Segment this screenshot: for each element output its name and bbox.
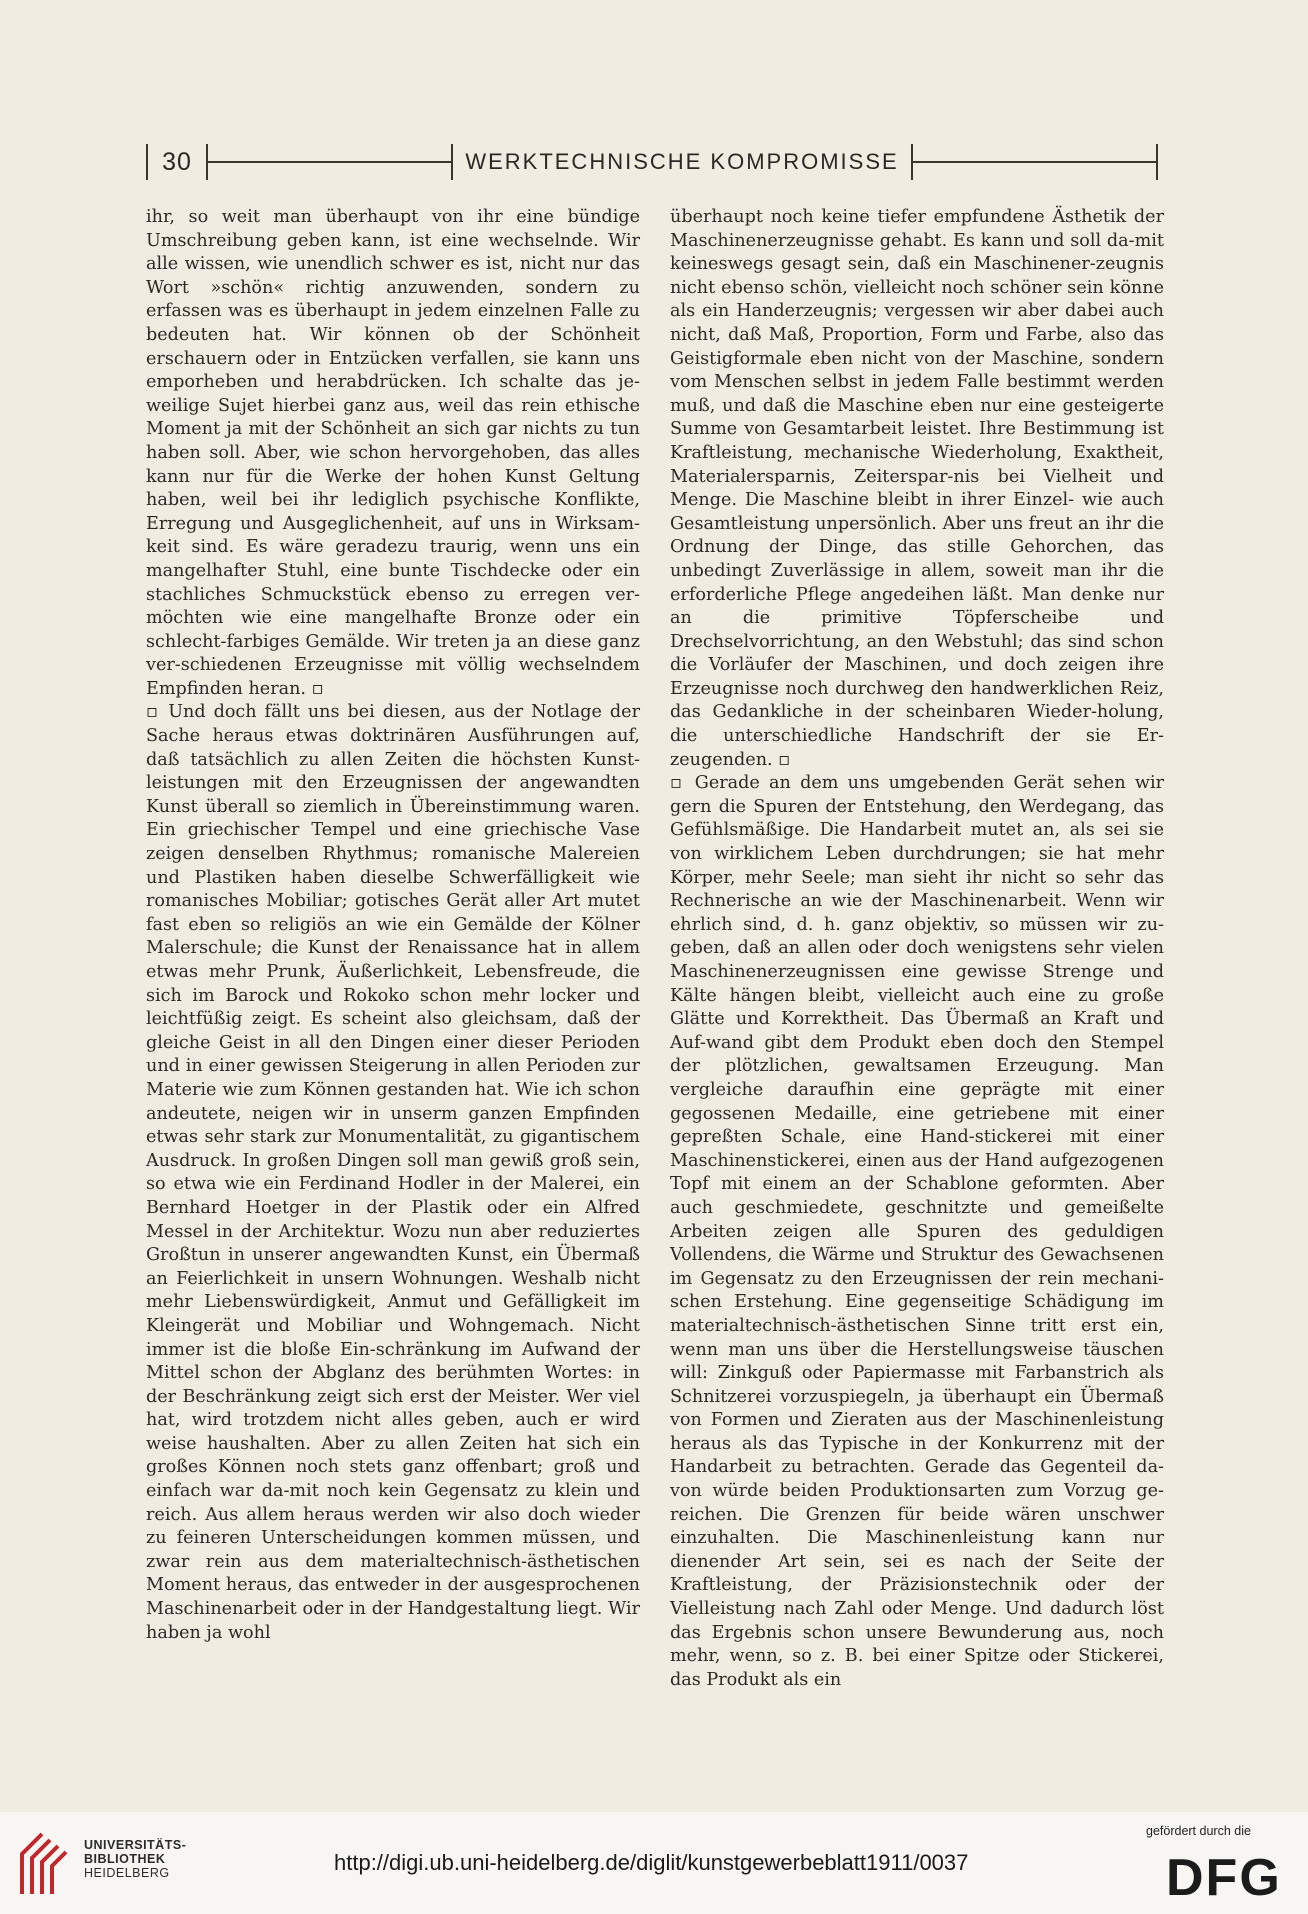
library-name: UNIVERSITÄTS- BIBLIOTHEK HEIDELBERG — [84, 1838, 187, 1880]
running-head — [146, 144, 1158, 180]
paragraph: ▫ Und doch fällt uns bei diesen, aus der Notlage der Sache heraus etwas doktrinären Ausführungen auf, daß tatsächlich zu allen Zeiten die höchsten Kunst-leistungen mit den Erzeugnissen der angewandten Kunst überall so ziemlich in Übereinstimmung waren. Ein griechischer Tempel und eine griechische Vase zeigen denselben Rhythmus; romanische Malereien und Plastiken haben dieselbe Schwerfälligkeit wie romanisches Mobiliar; gotisches Gerät aller Art mutet fast eben so religiös an wie ein Gemälde der Kölner Malerschule; die Kunst der Renaissance hat in allem etwas mehr Prunk, Äußerlichkeit, Lebensfreude, die sich im Barock und Rokoko schon mehr locker und leichtfüßig zeigt. Es scheint also gleichsam, daß der gleiche Geist in all den Dingen einer dieser Perioden und in einer gewissen Steigerung in allen Perioden zur Materie wie zum Können gestanden hat. Wie ich schon andeutete, neigen wir in unserm ganzen Empfinden etwas sehr stark zur Monumentalität, zu gigantischem Ausdruck. In großen Dingen soll man gewiß groß sein, so etwa wie ein Ferdinand Hodler in der Malerei, ein Bernhard Hoetger in der Plastik oder ein Alfred Messel in der Architektur. Wozu nun aber reduziertes Großtun in unserer angewandten Kunst, ein Übermaß an Feierlichkeit in unsern Wohnungen. Weshalb nicht mehr Liebenswürdigkeit, Anmut und Gefälligkeit im Kleingerät und Mobiliar und Wohngemach. Nicht immer ist die bloße Ein-schränkung im Aufwand der Mittel schon der Abglanz des berühmten Wortes: in der Beschränkung zeigt sich erst der Meister. Wer viel hat, wird trotzdem nicht alles geben, auch er wird weise haushalten. Aber zu allen Zeiten hat sich ein großes Können noch stets ganz offenbart; groß und einfach war da-mit noch kein Gegensatz zu klein und reich. Aus allem heraus werden wir also doch wieder zu feineren Unterscheidungen kommen müssen, und zwar rein aus dem materialtechnisch-ästhetischen Moment heraus, das entweder in der ausgesprochenen Maschinenarbeit oder in der Handgestaltung liegt. Wir haben ja wohl — [146, 702, 640, 1643]
running-title: WERKTECHNISCHE KOMPROMISSE — [451, 144, 912, 180]
paragraph: überhaupt noch keine tiefer empfundene Ästhetik der Maschinenerzeugnisse gehabt. Es kann und soll da-mit keineswegs gesagt sein, daß ein Maschinener-zeugnis nicht ebenso schön, vielleicht noch schöner sein könne als ein Handerzeugnis; vergessen wir aber dabei auch nicht, daß Maß, Proportion, Form und Farbe, also das Geistigformale eben nicht von der Maschine, sondern vom Menschen selbst in jedem Falle bestimmt werden muß, und daß die Maschine eben nur eine gesteigerte Summe von Gesamtarbeit leistet. Ihre Bestimmung ist Kraftleistung, mechanische Wiederholung, Exaktheit, Materialersparnis, Zeiterspar-nis bei Vielheit und Menge. Die Maschine bleibt in ihrer Einzel- wie auch Gesamtleistung unpersönlich. Aber uns freut an ihr die Ordnung der Dinge, das stille Gehorchen, das unbedingt Zuverlässige in allem, soweit man ihr die erforderliche Pflege angedeihen läßt. Man denke nur an die primitive Töpferscheibe und Drechselvorrichtung, an den Webstuhl; das sind schon die Vorläufer der Maschinen, und doch zeigen ihre Erzeugnisse noch durchweg den handwerklichen Reiz, das Gedankliche in der scheinbaren Wieder-holung, die unterschiedliche Handschrift der sie Er-zeugenden. ▫ — [670, 207, 1164, 770]
paragraph: ihr, so weit man überhaupt von ihr eine bündige Umschreibung geben kann, ist eine wechselnde. Wir alle wissen, wie unendlich schwer es ist, nicht nur das Wort »schön« richtig anzuwenden, sondern zu erfassen was es überhaupt in jedem einzelnen Falle zu bedeuten hat. Wir können ob der Schönheit erschauern oder in Entzücken verfallen, sie kann uns emporheben und herabdrücken. Ich schalte das je-weilige Sujet hierbei ganz aus, weil das rein ethische Moment ja mit der Schönheit an sich gar nichts zu tun haben soll. Aber, wie schon hervorgehoben, das alles kann nur für die Werke der hohen Kunst Geltung haben, weil bei ihr lediglich psychische Konflikte, Erregung und Ausgeglichenheit, auf uns in Wirksam-keit sind. Es wäre geradezu traurig, wenn uns ein mangelhafter Stuhl, eine bunte Tischdecke oder ein stachliches Schmuckstück ebenso zu erregen ver-möchten wie eine mangelhafte Bronze oder ein schlecht-farbiges Gemälde. Wir treten ja an diese ganz ver-schiedenen Erzeugnisse mit völlig wechselndem Empfinden heran. ▫ — [146, 207, 640, 699]
header-rule-end — [1156, 144, 1158, 180]
page-number: 30 — [146, 144, 208, 180]
header-rule-left — [208, 161, 451, 163]
header-rule-right — [913, 161, 1156, 163]
paragraph: ▫ Gerade an dem uns umgebenden Gerät sehen wir gern die Spuren der Entstehung, den Werdegang, das Gefühlsmäßige. Die Handarbeit mutet an, als sei sie von wirklichem Leben durchdrungen; sie hat mehr Körper, mehr Seele; man sieht ihr nicht so sehr das Rechnerische an wie der Maschinenarbeit. Wenn wir ehrlich sind, d. h. ganz objektiv, so müssen wir zu-geben, daß an allen oder doch wenigstens sehr vielen Maschinenerzeugnissen eine gewisse Strenge und Kälte hängen bleibt, vielleicht auch eine zu große Glätte und Korrektheit. Das Übermaß an Kraft und Auf-wand gibt dem Produkt eben doch den Stempel der plötzlichen, gewaltsamen Erzeugung. Man vergleiche daraufhin eine geprägte mit einer gegossenen Medaille, eine getriebene mit einer gepreßten Schale, eine Hand-stickerei mit einer Maschinenstickerei, einen aus der Hand aufgezogenen Topf mit einem an der Schablone geformten. Aber auch geschmiedete, geschnitzte und gemeißelte Arbeiten zeigen alle Spuren des geduldigen Vollendens, die Wärme und Struktur des Gewachsenen im Gegensatz zu den Erzeugnissen der rein mechani-schen Erstehung. Eine gegenseitige Schädigung im materialtechnisch-ästhetischen Sinne tritt erst ein, wenn man uns über die Herstellungsweise täuschen will: Zinkguß oder Papiermasse mit Farbanstrich als Schnitzerei vorzuspiegeln, ja überhaupt ein Übermaß von Formen und Zieraten aus der Maschinenleistung heraus als das Typische in der Konkurrenz mit der Handarbeit zu betrachten. Gerade das Gegenteil da-von würde beiden Produktionsarten zum Vorzug ge-reichen. Die Grenzen für beide wären unschwer einzuhalten. Die Maschinenleistung kann nur dienender Art sein, sei es nach der Seite der Kraftleistung, der Präzisionstechnik oder der Vielleistung nach Zahl oder Menge. Und dadurch löst das Ergebnis schon unsere Bewunderung aus, noch mehr, wenn, so z. B. bei einer Spitze oder Stickerei, das Produkt als ein — [670, 773, 1164, 1690]
funding-caption: gefördert durch die — [1146, 1824, 1251, 1838]
permalink-url[interactable]: http://digi.ub.uni-heidelberg.de/diglit/kunstgewerbeblatt1911/0037 — [334, 1850, 969, 1875]
digitization-footer — [0, 1812, 1308, 1914]
text-column-right — [670, 206, 1164, 1692]
university-library-logo-icon — [12, 1824, 76, 1900]
dfg-logo: DFG — [1166, 1849, 1282, 1907]
text-column-left — [146, 206, 640, 1645]
